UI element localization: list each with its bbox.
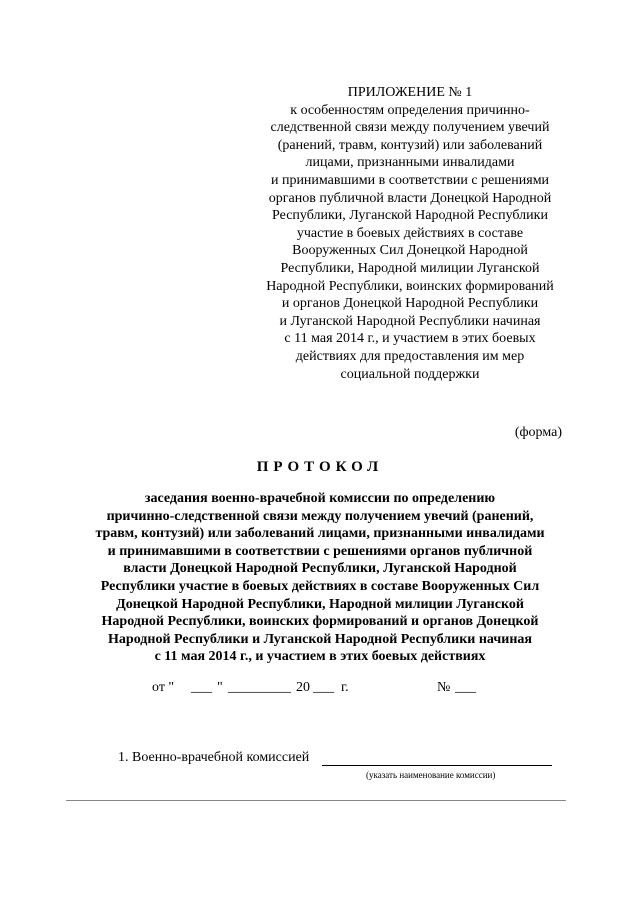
appendix-line: следственной связи между получением увечий <box>270 120 550 136</box>
protocol-line: Донецкой Народной Республики, Народной милиции Луганской <box>116 596 524 612</box>
commission-row <box>0 750 640 790</box>
appendix-header <box>240 84 580 383</box>
appendix-line: с 11 мая 2014 г., и участием в этих боевых <box>284 331 536 347</box>
number-field[interactable]: ___ <box>455 680 476 695</box>
year-field[interactable]: ___ <box>313 680 334 695</box>
day-quote-close: " <box>217 680 223 695</box>
date-from-label: от " <box>152 680 175 695</box>
year-suffix: г. <box>341 680 349 695</box>
year-prefix: 20 <box>296 680 310 695</box>
protocol-line: травм, контузий) или заболеваний лицами, признанными инвалидами <box>95 526 545 542</box>
protocol-title: ПРОТОКОЛ <box>256 459 384 475</box>
protocol-line: заседания военно-врачебной комиссии по определению <box>144 491 496 506</box>
appendix-line: к особенностям определения причинно- <box>290 102 530 118</box>
protocol-line: и принимавшими в соответствии с решениями органов публичной <box>107 543 533 559</box>
protocol-line: Народной Республики, воинских формирований и органов Донецкой <box>101 614 539 630</box>
protocol-line: власти Донецкой Народной Республики, Луганской Народной <box>123 561 517 577</box>
appendix-line: и органов Донецкой Народной Республики <box>281 296 539 312</box>
appendix-line: социальной поддержки <box>340 366 480 382</box>
protocol-line: причинно-следственной связи между получением увечий (ранений, <box>106 508 534 524</box>
appendix-line: и принимавшими в соответствии с решениями <box>270 172 550 188</box>
appendix-line: участие в боевых действиях в составе <box>296 225 524 241</box>
appendix-line: лицами, признанными инвалидами <box>305 155 515 171</box>
protocol-line: Республики участие в боевых действиях в составе Вооруженных Сил <box>100 578 540 594</box>
form-label: (форма) <box>514 425 562 440</box>
appendix-line: (ранений, травм, контузий) или заболеваний <box>277 137 543 153</box>
appendix-line: Республики, Народной милиции Луганской <box>280 260 540 276</box>
appendix-line: действиях для предоставления им мер <box>295 348 525 364</box>
protocol-subtitle <box>60 490 580 666</box>
protocol-line: с 11 мая 2014 г., и участием в этих боевых действиях <box>154 649 486 665</box>
page-divider <box>66 800 566 801</box>
commission-hint: (указать наименование комиссии) <box>366 770 496 780</box>
number-sign: № <box>437 680 451 695</box>
date-number-row <box>0 680 640 700</box>
day-field[interactable]: ___ <box>191 680 212 695</box>
appendix-line: и Луганской Народной Республики начиная <box>279 313 541 329</box>
appendix-line: органов публичной власти Донецкой Народной <box>268 190 552 206</box>
month-field[interactable]: _________ <box>228 680 291 695</box>
protocol-line: Народной Республики и Луганской Народной Республики начиная <box>108 631 532 647</box>
commission-label: 1. Военно-врачебной комиссией <box>118 750 310 765</box>
commission-name-field[interactable] <box>322 765 552 766</box>
appendix-line: Народной Республики, воинских формирований <box>266 278 554 294</box>
appendix-line: Республики, Луганской Народной Республики <box>272 208 548 224</box>
appendix-line: Вооруженных Сил Донецкой Народной <box>292 243 528 259</box>
appendix-line: ПРИЛОЖЕНИЕ № 1 <box>347 85 473 100</box>
